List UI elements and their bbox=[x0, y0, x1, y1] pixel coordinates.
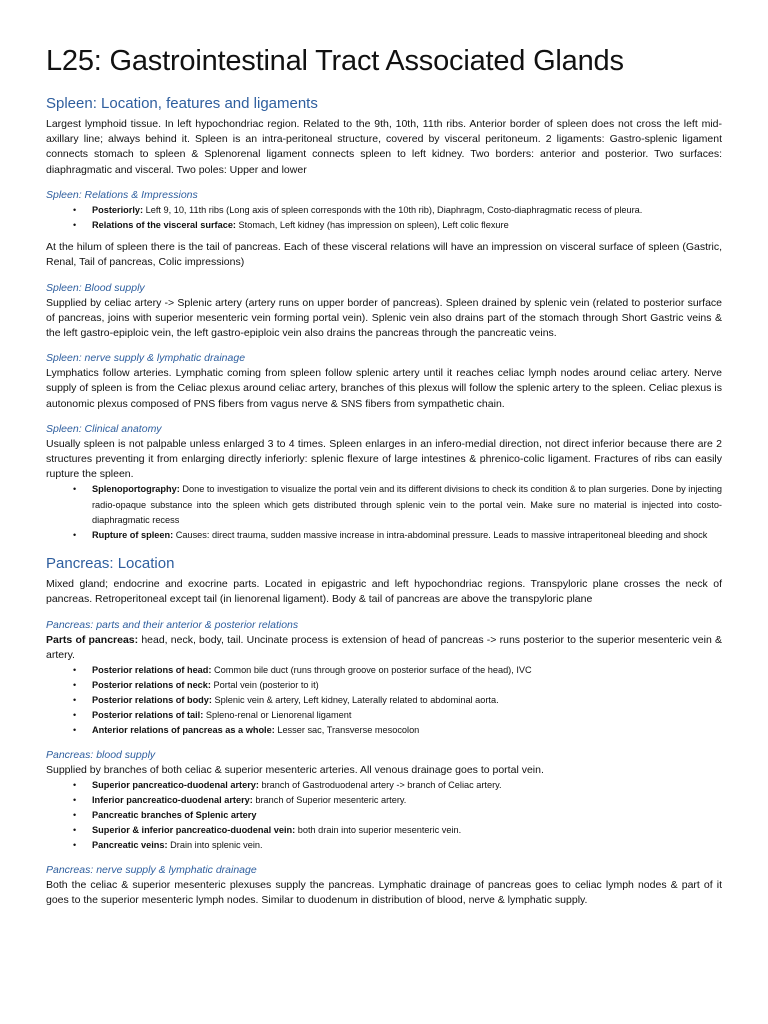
item-label: Posterior relations of body: bbox=[92, 695, 212, 706]
paragraph-spleen-clinical: Usually spleen is not palpable unless enlarged 3 to 4 times. Spleen enlarges in an infero-medial direction, not direct inferior because there are 2 structures preventing it from enlarging directly inferiorly: splenic flexure of large intestines & phrenico-colic ligament. Fractures of ribs can easily rupture the spleen. bbox=[46, 437, 722, 481]
paragraph-spleen-nerve: Lymphatics follow arteries. Lymphatic coming from spleen follow splenic artery until it reaches celiac lymph nodes around celiac artery. Nerve supply of spleen is from the Celiac plexus around celiac artery, branches of this plexus will follow the splenic artery to the spleen. Celiac plexus is autonomic plexus composed of PNS fibers from vagus nerve & SNS fibers from sympathetic chain. bbox=[46, 367, 722, 410]
list-spleen-relations bbox=[46, 203, 722, 233]
subheading-spleen-clinical: Spleen: Clinical anatomy bbox=[46, 422, 162, 435]
subheading-pancreas-blood: Pancreas: blood supply bbox=[46, 749, 156, 762]
item-text: Stomach, Left kidney (has impression on spleen), Left colic flexure bbox=[236, 220, 509, 231]
subheading-spleen-relations: Spleen: Relations & Impressions bbox=[46, 188, 198, 201]
list-item bbox=[73, 778, 722, 793]
item-text: Drain into splenic vein. bbox=[167, 840, 263, 851]
bullet-icon: • bbox=[73, 780, 77, 791]
item-label: Posteriorly: bbox=[92, 204, 144, 215]
item-text: Spleno-renal or Lienorenal ligament bbox=[203, 710, 352, 721]
item-text: Lesser sac, Transverse mesocolon bbox=[274, 725, 420, 736]
bullet-icon: • bbox=[73, 825, 77, 836]
item-text: Left 9, 10, 11th ribs (Long axis of spleen corresponds with the 10th rib), Diaphragm, Costo-diaphragmatic recess of pleura. bbox=[143, 204, 643, 215]
bullet-icon: • bbox=[73, 484, 77, 495]
list-item bbox=[73, 793, 722, 808]
item-label: Pancreatic veins: bbox=[92, 840, 168, 851]
paragraph-pancreas-nerve: Both the celiac & superior mesenteric plexuses supply the pancreas. Lymphatic drainage of pancreas goes to celiac lymph nodes & part of it goes to the superior mesenteric lymph nodes. Similar to duodenum in distribution of blood, nerve & lymphatic supply. bbox=[46, 879, 722, 907]
paragraph-pancreas-intro: Mixed gland; endocrine and exocrine parts. Located in epigastric and left hypochondriac regions. Transpyloric plane crosses the neck of pancreas. Retroperitoneal except tail (in lienorenal ligament). Body & tail of pancreas are above the transpyloric plane bbox=[46, 578, 722, 606]
list-item bbox=[73, 838, 722, 853]
list-pancreas-blood bbox=[46, 778, 722, 853]
bullet-icon: • bbox=[73, 680, 77, 691]
parts-text: head, neck, body, tail. Uncinate process is extension of head of pancreas -> runs posterior to the superior mesenteric vein & artery. bbox=[46, 633, 722, 661]
list-item bbox=[73, 678, 722, 693]
item-label: Posterior relations of neck: bbox=[92, 680, 211, 691]
list-item bbox=[73, 663, 722, 678]
item-text: branch of Gastroduodenal artery -> branch of Celiac artery. bbox=[258, 780, 502, 791]
item-label: Posterior relations of tail: bbox=[92, 710, 204, 721]
item-label: Relations of the visceral surface: bbox=[92, 220, 236, 231]
item-text: Portal vein (posterior to it) bbox=[210, 680, 319, 691]
bullet-icon: • bbox=[73, 220, 77, 231]
list-item bbox=[73, 808, 722, 823]
heading-spleen-location: Spleen: Location, features and ligaments bbox=[46, 95, 318, 112]
list-item bbox=[73, 528, 722, 543]
item-label: Posterior relations of head: bbox=[92, 665, 212, 676]
parts-label: Parts of pancreas: bbox=[46, 633, 139, 646]
list-item bbox=[73, 482, 722, 528]
list-item bbox=[73, 823, 722, 838]
list-item bbox=[73, 693, 722, 708]
subheading-pancreas-nerve: Pancreas: nerve supply & lymphatic drainage bbox=[46, 864, 257, 877]
bullet-icon: • bbox=[73, 204, 77, 215]
bullet-icon: • bbox=[73, 810, 77, 821]
heading-pancreas-location: Pancreas: Location bbox=[46, 555, 175, 573]
list-pancreas-relations bbox=[46, 663, 722, 738]
item-text: both drain into superior mesenteric vein. bbox=[295, 825, 462, 836]
item-text: Splenic vein & artery, Left kidney, Laterally related to abdominal aorta. bbox=[211, 695, 499, 706]
bullet-icon: • bbox=[73, 665, 77, 676]
list-item bbox=[73, 218, 722, 233]
paragraph-spleen-intro: Largest lymphoid tissue. In left hypochondriac region. Related to the 9th, 10th, 11th ribs. Anterior border of spleen does not cross the left mid-axillary line; always behind it. Spleen is an intra-peritoneal structure, covered by visceral peritoneum. 2 ligaments: Gastro-splenic ligament connects stomach to spleen & Splenorenal ligament connects spleen to left kidney. Two borders: anterior and posterior. Two surfaces: diaphragmatic and visceral. Two poles: Upper and lower bbox=[46, 118, 722, 176]
paragraph-pancreas-parts bbox=[46, 633, 722, 663]
item-label: Splenoportography: bbox=[92, 484, 180, 495]
bullet-icon: • bbox=[73, 710, 77, 721]
item-text: branch of Superior mesenteric artery. bbox=[252, 795, 407, 806]
subheading-spleen-blood: Spleen: Blood supply bbox=[46, 281, 145, 294]
list-item bbox=[73, 723, 722, 738]
subheading-spleen-nerve: Spleen: nerve supply & lymphatic drainage bbox=[46, 352, 246, 365]
paragraph-spleen-hilum: At the hilum of spleen there is the tail of pancreas. Each of these visceral relations will have an impression on visceral surface of spleen (Gastric, Renal, Tail of pancreas, Colic impressions) bbox=[46, 241, 722, 269]
paragraph-pancreas-blood: Supplied by branches of both celiac & superior mesenteric arteries. All venous drainage goes to portal vein. bbox=[46, 764, 544, 777]
item-label: Superior & inferior pancreatico-duodenal vein: bbox=[92, 825, 296, 836]
bullet-icon: • bbox=[73, 695, 77, 706]
item-label: Inferior pancreatico-duodenal artery: bbox=[92, 795, 253, 806]
bullet-icon: • bbox=[73, 725, 77, 736]
list-spleen-clinical bbox=[46, 482, 722, 543]
subheading-pancreas-parts: Pancreas: parts and their anterior & posterior relations bbox=[46, 618, 299, 631]
item-text: Common bile duct (runs through groove on posterior surface of the head), IVC bbox=[211, 665, 532, 676]
item-label: Superior pancreatico-duodenal artery: bbox=[92, 780, 259, 791]
bullet-icon: • bbox=[73, 795, 77, 806]
paragraph-spleen-blood: Supplied by celiac artery -> Splenic artery (artery runs on upper border of pancreas). Spleen drained by splenic vein (related to posterior surface of pancreas, joins with superior mesenteric vein forming portal vein). Splenic vein also drains part of the stomach through Short Gastric veins & the left gastro-epiploic vein, the left gastro-epiploic vein also drains the pancreas through the pancreatic veins. bbox=[46, 296, 722, 340]
item-label: Anterior relations of pancreas as a whole: bbox=[92, 725, 275, 736]
list-item bbox=[73, 203, 722, 218]
bullet-icon: • bbox=[73, 840, 77, 851]
item-text: Done to investigation to visualize the portal vein and its different divisions to check its condition & to plan surgeries. Done by injecting radio-opaque substance into the spleen which gets distributed through splenic vein to the portal vein. Make sure no material is injected into costo-diaphragmatic recess bbox=[92, 484, 722, 525]
bullet-icon: • bbox=[73, 530, 77, 541]
list-item bbox=[73, 708, 722, 723]
item-text: Causes: direct trauma, sudden massive increase in intra-abdominal pressure. Leads to massive intraperitoneal bleeding and shock bbox=[173, 530, 708, 541]
page-title: L25: Gastrointestinal Tract Associated Glands bbox=[46, 45, 624, 77]
item-label: Rupture of spleen: bbox=[92, 530, 174, 541]
item-label: Pancreatic branches of Splenic artery bbox=[92, 810, 257, 821]
